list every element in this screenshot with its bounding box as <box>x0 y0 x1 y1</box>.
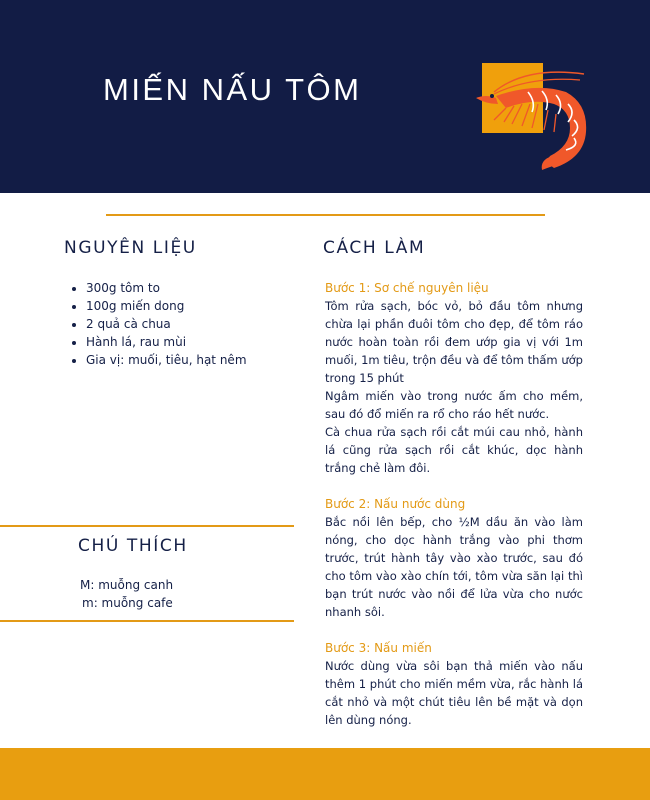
step-paragraph: Ngâm miến vào trong nước ấm cho mềm, sau đó đổ miến ra rổ cho ráo hết nước. <box>325 389 583 421</box>
notes-top-divider <box>0 525 294 527</box>
list-item: • 300g tôm to <box>86 279 261 297</box>
notes-bottom-divider <box>0 620 294 622</box>
header-banner <box>0 0 650 193</box>
recipe-title: MIẾN NẤU TÔM <box>103 72 362 107</box>
step-paragraph: Tôm rửa sạch, bóc vỏ, bỏ đầu tôm nhưng chừa lại phần đuôi tôm cho đẹp, để tôm ráo nước hoàn toàn rồi đem ướp gia vị với 1m muối, 1m tiêu, trộn đều và để tôm thấm ướp trong 15 phút <box>325 299 583 385</box>
shrimp-illustration <box>466 60 596 172</box>
step-paragraph: Bắc nồi lên bếp, cho ½M dầu ăn vào làm nóng, cho dọc hành trắng vào phi thơm trước, trút hành tây vào xào trước, sau đó cho tôm vào xào chín tới, tôm vừa săn lại thì bạn trút nước vào nồi để lửa vừa cho nước nhanh sôi. <box>325 515 583 619</box>
notes-heading: CHÚ THÍCH <box>78 536 188 556</box>
ingredients-heading: NGUYÊN LIỆU <box>64 238 197 258</box>
list-item: • Hành lá, rau mùi <box>86 333 261 351</box>
notes-list <box>80 576 173 612</box>
step-title: Bước 1: Sơ chế nguyên liệu <box>325 281 489 295</box>
step-title: Bước 2: Nấu nước dùng <box>325 497 466 511</box>
step-paragraph: Nước dùng vừa sôi bạn thả miến vào nấu thêm 1 phút cho miến mềm vừa, rắc hành lá cắt nhỏ và một chút tiêu lên bề mặt và dọn lên dùng nóng. <box>325 659 583 727</box>
list-item: • Gia vị: muối, tiêu, hạt nêm <box>86 351 261 369</box>
shrimp-icon <box>466 60 596 172</box>
list-item: • 2 quả cà chua <box>86 315 261 333</box>
note-item: m: muỗng cafe <box>82 596 173 610</box>
method-steps <box>325 279 583 747</box>
ingredients-list <box>70 279 261 369</box>
step-paragraph: Cà chua rửa sạch rồi cắt múi cau nhỏ, hành lá cũng rửa sạch rồi cắt khúc, dọc hành trắng chẻ làm đôi. <box>325 425 583 475</box>
note-item: M: muỗng canh <box>80 578 174 592</box>
step-title: Bước 3: Nấu miến <box>325 641 432 655</box>
list-item: • 100g miến dong <box>86 297 261 315</box>
footer-band <box>0 748 650 800</box>
step-3 <box>325 639 583 729</box>
header-divider <box>106 214 545 216</box>
step-2 <box>325 495 583 621</box>
step-1 <box>325 279 583 477</box>
method-heading: CÁCH LÀM <box>323 238 426 258</box>
